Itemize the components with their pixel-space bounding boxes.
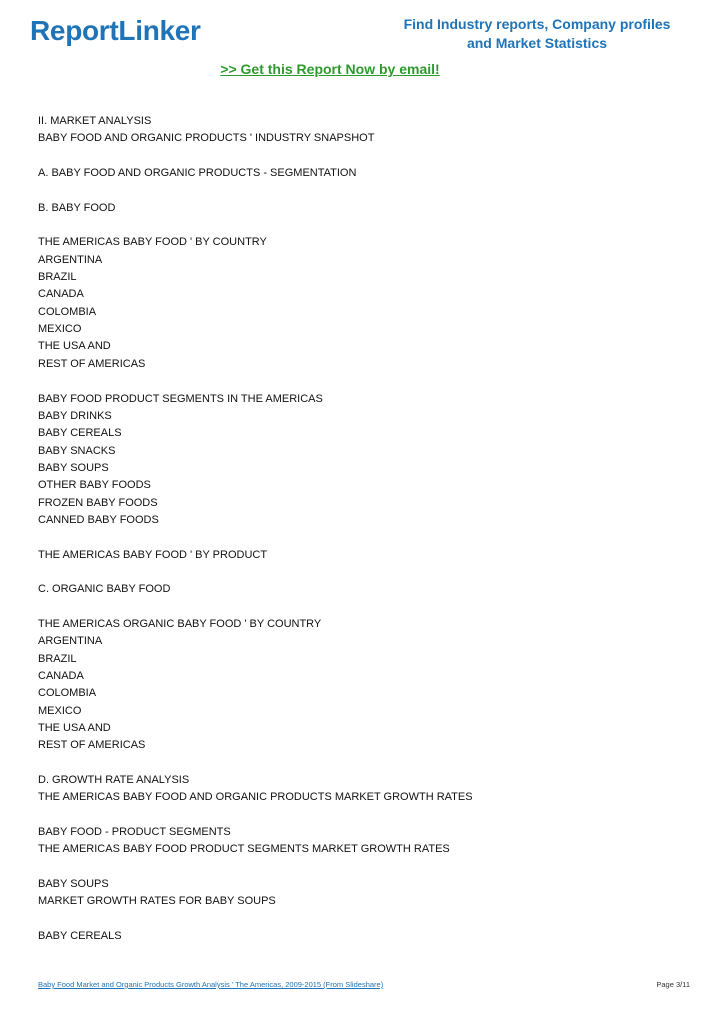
toc-line: C. ORGANIC BABY FOOD	[38, 583, 171, 596]
toc-line: CANADA	[38, 670, 84, 682]
toc-line: II. MARKET ANALYSIS	[38, 115, 152, 127]
footer-source-link[interactable]: Baby Food Market and Organic Products Growth Analysis ' The Americas, 2009-2015 (From Slideshare)	[38, 980, 384, 989]
toc-line: CANNED BABY FOODS	[38, 513, 159, 526]
toc-line: A. BABY FOOD AND ORGANIC PRODUCTS - SEGMENTATION	[38, 167, 357, 180]
toc-line: THE USA AND	[38, 722, 111, 735]
toc-line: REST OF AMERICAS	[38, 357, 146, 370]
section-gap	[38, 599, 698, 616]
toc-line: BABY FOOD - PRODUCT SEGMENTS	[38, 826, 231, 839]
toc-line: FROZEN BABY FOODS	[38, 496, 158, 509]
toc-line: THE AMERICAS BABY FOOD AND ORGANIC PRODUCTS MARKET GROWTH RATES	[38, 791, 473, 804]
section-gap	[38, 182, 698, 199]
toc-line: COLOMBIA	[38, 305, 97, 318]
toc-line: BABY SNACKS	[38, 444, 116, 457]
footer	[38, 980, 690, 989]
toc-line: BABY SOUPS	[38, 878, 109, 891]
toc-line: MARKET GROWTH RATES FOR BABY SOUPS	[38, 895, 276, 908]
get-report-link[interactable]: >> Get this Report Now by email!	[220, 61, 440, 77]
toc-line: BABY FOOD AND ORGANIC PRODUCTS ' INDUSTRY SNAPSHOT	[38, 132, 375, 145]
section-gap	[38, 859, 698, 876]
toc-line: BRAZIL	[38, 271, 77, 284]
toc-line: THE AMERICAS BABY FOOD ' BY COUNTRY	[38, 236, 267, 249]
section-gap	[38, 755, 698, 772]
toc-line: ARGENTINA	[38, 253, 103, 266]
toc-line: MEXICO	[38, 323, 82, 336]
toc-line: THE USA AND	[38, 340, 111, 353]
toc-line: OTHER BABY FOODS	[38, 479, 151, 492]
toc-line: THE AMERICAS ORGANIC BABY FOOD ' BY COUNTRY	[38, 617, 322, 630]
toc-line: ARGENTINA	[38, 635, 103, 648]
section-gap	[38, 373, 698, 390]
toc-line: THE AMERICAS BABY FOOD PRODUCT SEGMENTS MARKET GROWTH RATES	[38, 843, 450, 856]
section-gap	[38, 217, 698, 234]
page-number: Page 3/11	[656, 980, 690, 989]
toc-line: CANADA	[38, 288, 84, 301]
toc-line: BABY DRINKS	[38, 409, 112, 422]
section-gap	[38, 529, 698, 546]
tagline	[370, 15, 704, 53]
toc-line: BABY CEREALS	[38, 427, 122, 440]
section-gap	[38, 911, 698, 928]
toc-line: REST OF AMERICAS	[38, 739, 146, 752]
toc-line: BABY SOUPS	[38, 461, 109, 474]
toc-line: B. BABY FOOD	[38, 201, 116, 214]
reportlinker-logo[interactable]: ReportLinker	[30, 15, 201, 46]
toc-line: MEXICO	[38, 704, 82, 717]
toc-line: BABY FOOD PRODUCT SEGMENTS IN THE AMERICAS	[38, 392, 323, 405]
toc-line: D. GROWTH RATE ANALYSIS	[38, 774, 190, 787]
section-gap	[38, 148, 698, 165]
tagline-line-1: Find Industry reports, Company profiles	[403, 16, 671, 32]
toc-line: BABY CEREALS	[38, 930, 122, 943]
toc-line: COLOMBIA	[38, 687, 97, 700]
table-of-contents	[38, 113, 698, 946]
section-gap	[38, 807, 698, 824]
tagline-line-2: and Market Statistics	[466, 35, 608, 51]
toc-line: THE AMERICAS BABY FOOD ' BY PRODUCT	[38, 548, 268, 561]
toc-line: BRAZIL	[38, 652, 77, 665]
section-gap	[38, 564, 698, 581]
